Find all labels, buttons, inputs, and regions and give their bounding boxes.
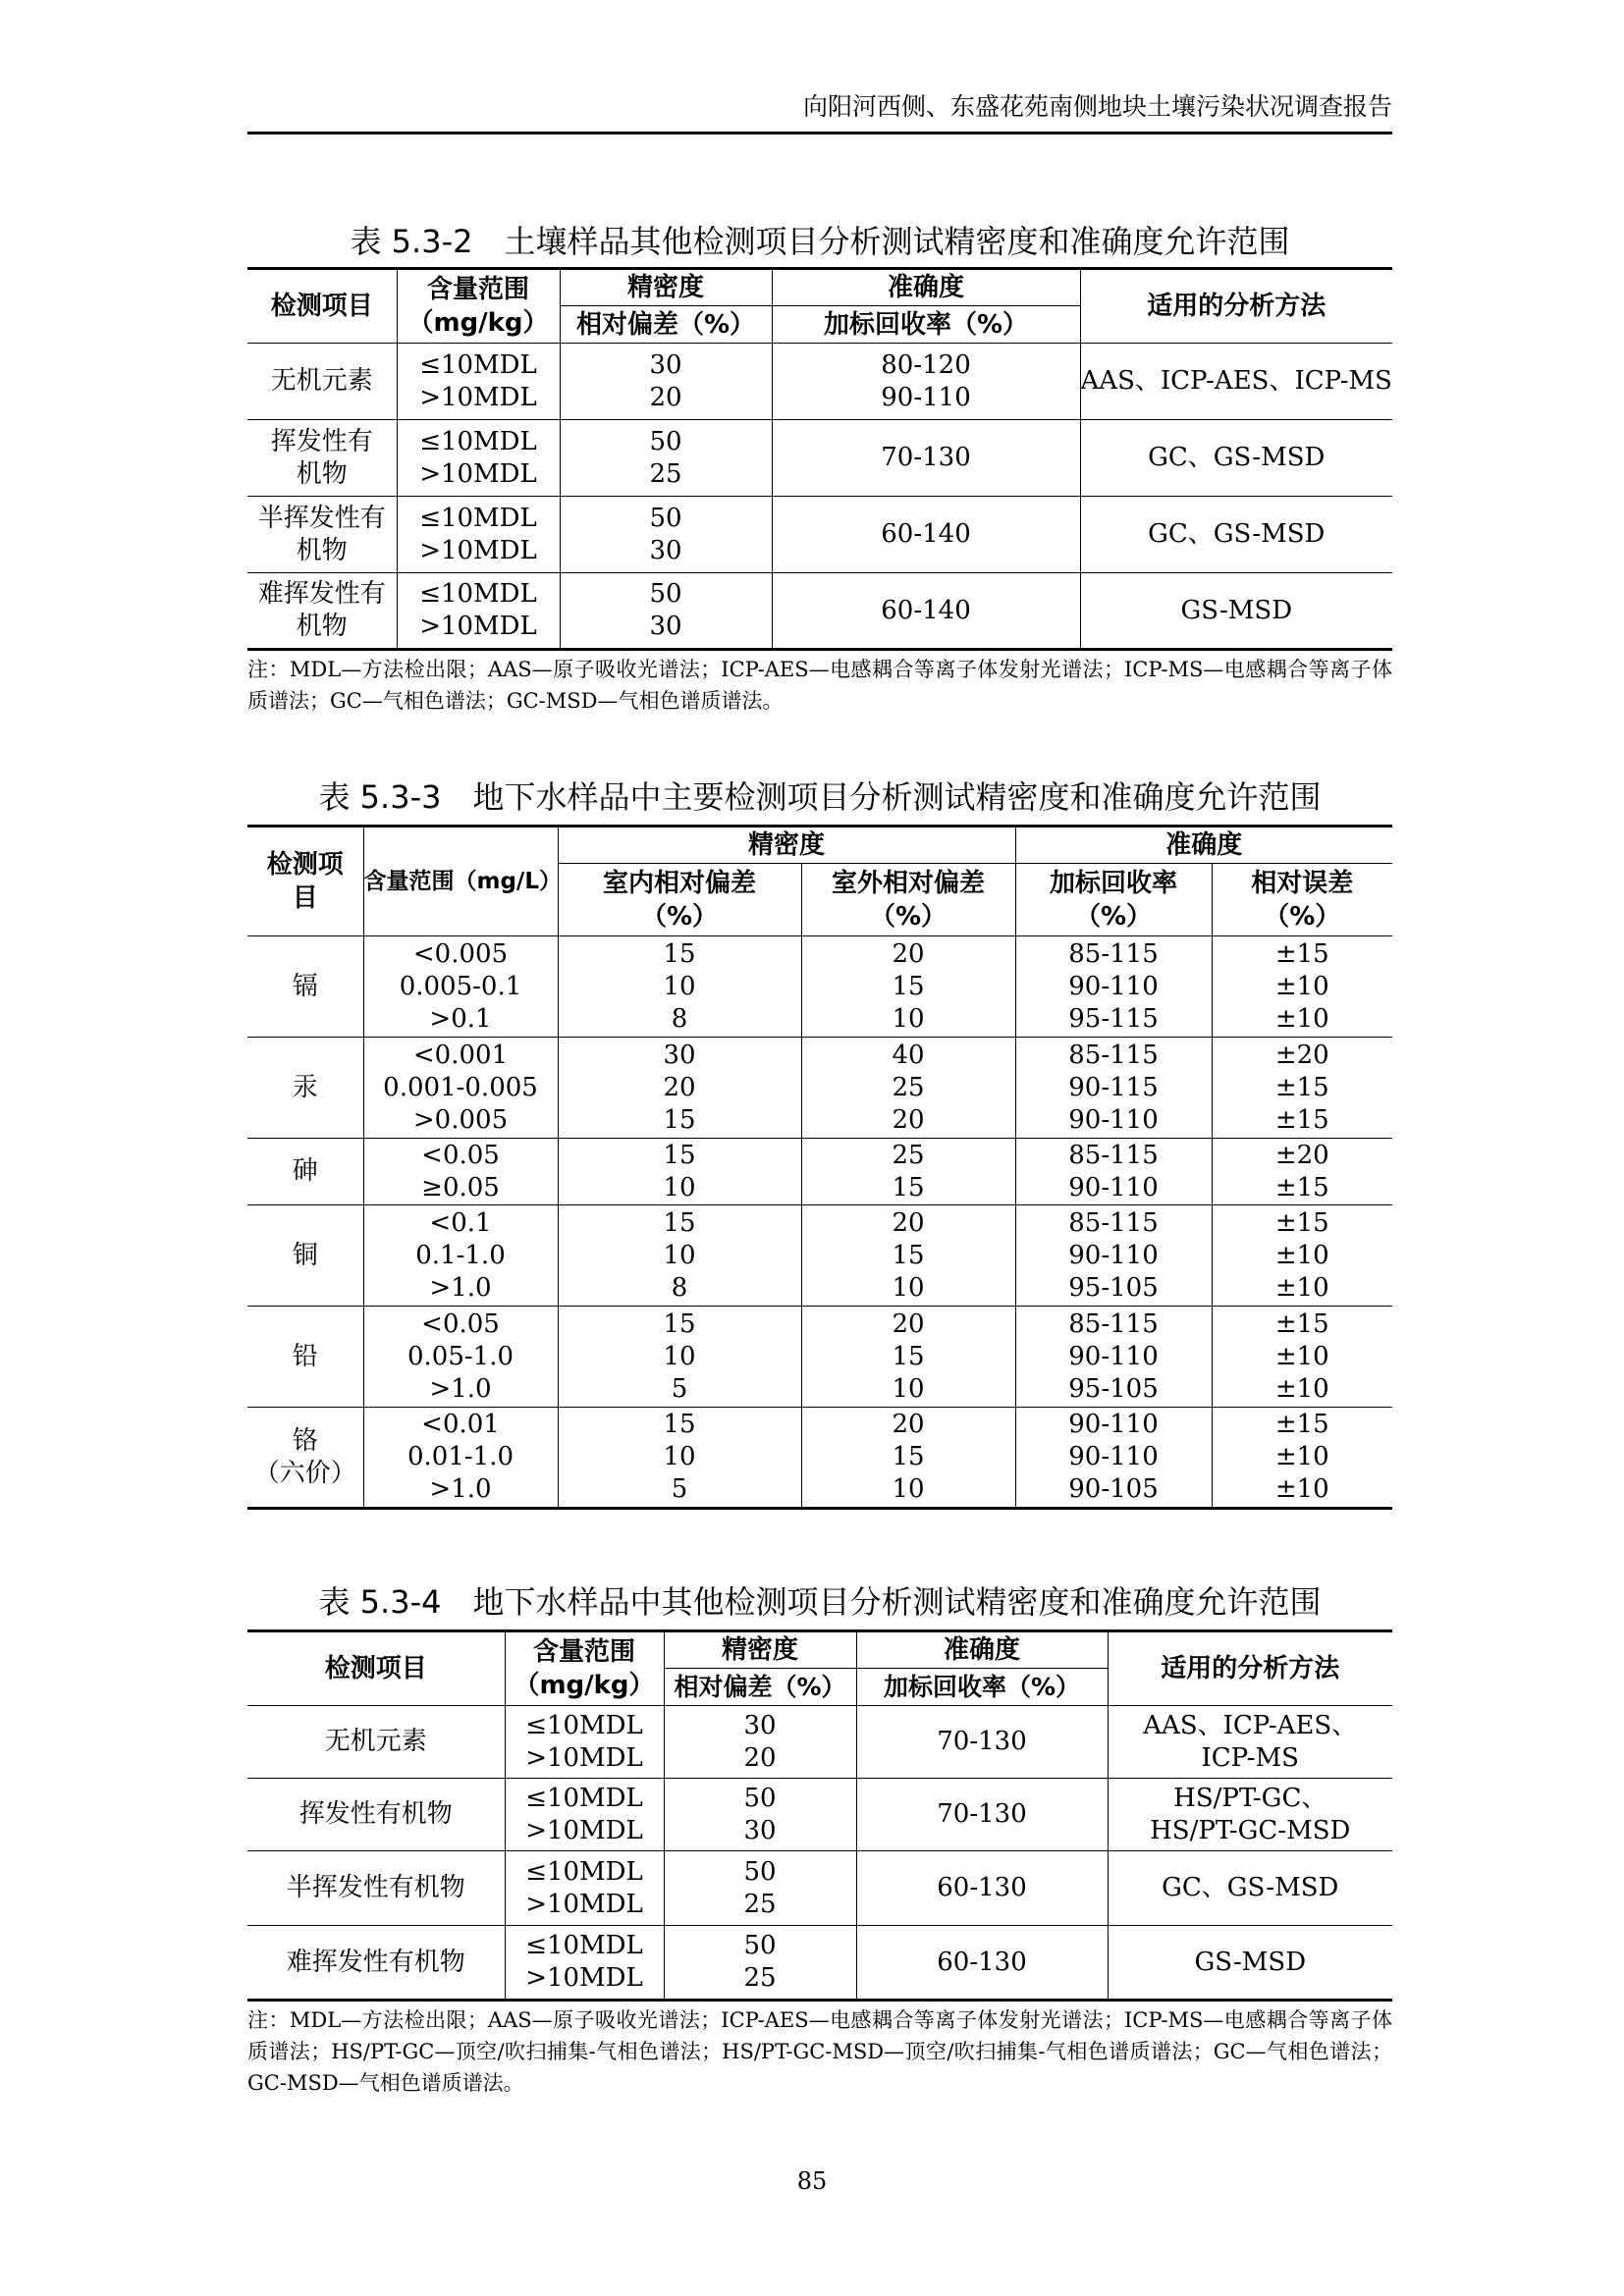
table-row (247, 1139, 1392, 1205)
range-cell: <0.01 0.01-1.0 >1.0 (363, 1408, 558, 1509)
t3-header-precision-sub: 相对偏差（%） (664, 1669, 856, 1706)
accuracy-cell: 60-140 (772, 573, 1080, 650)
item-cell: 半挥发性有 机物 (247, 497, 397, 573)
item-cell: 铜 (247, 1205, 363, 1307)
table-row (247, 1408, 1392, 1509)
table-row (247, 497, 1392, 573)
t1-header-item: 检测项目 (247, 269, 397, 344)
item-cell: 无机元素 (247, 1706, 505, 1779)
precision-cell: 30 20 (560, 344, 772, 420)
table-row (247, 573, 1392, 650)
page-number: 85 (796, 2167, 828, 2195)
range-cell: ≤10MDL >10MDL (505, 1926, 664, 2001)
range-cell: ≤10MDL >10MDL (505, 1706, 664, 1779)
t1-header-precision: 精密度 (560, 269, 772, 306)
t3-header-method: 适用的分析方法 (1108, 1631, 1392, 1706)
inlab-deviation-cell: 30 20 15 (558, 1038, 801, 1139)
table1-soil-other-items (247, 267, 1392, 651)
item-cell: 砷 (247, 1139, 363, 1205)
t2-header-relerr: 相对误差 （%） (1212, 864, 1392, 936)
t2-header-accuracy: 准确度 (1015, 827, 1392, 864)
recovery-cell: 90-110 90-110 90-105 (1015, 1408, 1212, 1509)
inlab-deviation-cell: 15 10 5 (558, 1307, 801, 1408)
method-cell: GS-MSD (1080, 573, 1392, 650)
precision-cell: 30 20 (664, 1706, 856, 1779)
method-cell: GC、GS-MSD (1108, 1851, 1392, 1926)
relative-error-cell: ±15 ±10 ±10 (1212, 1408, 1392, 1509)
t3-header-accuracy: 准确度 (856, 1631, 1108, 1669)
relative-error-cell: ±15 ±10 ±10 (1212, 1307, 1392, 1408)
range-cell: <0.05 ≥0.05 (363, 1139, 558, 1205)
outlab-deviation-cell: 40 25 20 (801, 1038, 1015, 1139)
t1-header-accuracy-sub: 加标回收率（%） (772, 306, 1080, 344)
method-cell: GC、GS-MSD (1080, 497, 1392, 573)
table1-note: 注：MDL—方法检出限；AAS—原子吸收光谱法；ICP-AES—电感耦合等离子体发射光谱法；ICP-MS—电感耦合等离子体质谱法；GC—气相色谱法；GC-MSD—气相色谱质谱法。 (247, 658, 1392, 713)
range-cell: ≤10MDL >10MDL (397, 497, 560, 573)
precision-cell: 50 25 (664, 1851, 856, 1926)
inlab-deviation-cell: 15 10 5 (558, 1408, 801, 1509)
relative-error-cell: ±20 ±15 (1212, 1139, 1392, 1205)
method-cell: AAS、ICP-AES、 ICP-MS (1108, 1706, 1392, 1779)
accuracy-cell: 60-140 (772, 497, 1080, 573)
item-cell: 难挥发性有 机物 (247, 573, 397, 650)
item-cell: 挥发性有 机物 (247, 420, 397, 497)
precision-cell: 50 30 (560, 573, 772, 650)
table2-title: 表 5.3-3 地下水样品中主要检测项目分析测试精密度和准确度允许范围 (318, 778, 1322, 816)
item-cell: 铅 (247, 1307, 363, 1408)
recovery-cell: 85-115 90-110 (1015, 1139, 1212, 1205)
outlab-deviation-cell: 20 15 10 (801, 1205, 1015, 1307)
t2-header-range: 含量范围（mg/L） (363, 827, 558, 936)
relative-error-cell: ±20 ±15 ±15 (1212, 1038, 1392, 1139)
table1-title: 表 5.3-2 土壤样品其他检测项目分析测试精密度和准确度允许范围 (350, 223, 1290, 260)
t1-header-accuracy: 准确度 (772, 269, 1080, 306)
accuracy-cell: 80-120 90-110 (772, 344, 1080, 420)
method-cell: HS/PT-GC、 HS/PT-GC-MSD (1108, 1779, 1392, 1851)
outlab-deviation-cell: 20 15 10 (801, 1307, 1015, 1408)
t2-header-outlab: 室外相对偏差 （%） (801, 864, 1015, 936)
item-cell: 汞 (247, 1038, 363, 1139)
table-row (247, 1779, 1392, 1851)
item-cell: 铬 （六价） (247, 1408, 363, 1509)
accuracy-cell: 70-130 (772, 420, 1080, 497)
accuracy-cell: 60-130 (856, 1926, 1108, 2001)
range-cell: <0.1 0.1-1.0 >1.0 (363, 1205, 558, 1307)
range-cell: ≤10MDL >10MDL (397, 420, 560, 497)
inlab-deviation-cell: 15 10 (558, 1139, 801, 1205)
t3-header-range: 含量范围 （mg/kg） (505, 1631, 664, 1706)
t1-header-precision-sub: 相对偏差（%） (560, 306, 772, 344)
range-cell: <0.05 0.05-1.0 >1.0 (363, 1307, 558, 1408)
item-cell: 挥发性有机物 (247, 1779, 505, 1851)
header-rule (247, 132, 1392, 134)
method-cell: AAS、ICP-AES、ICP-MS (1080, 344, 1392, 420)
outlab-deviation-cell: 25 15 (801, 1139, 1015, 1205)
method-cell: GC、GS-MSD (1080, 420, 1392, 497)
method-cell: GS-MSD (1108, 1926, 1392, 2001)
table-row (247, 1706, 1392, 1779)
precision-cell: 50 30 (664, 1779, 856, 1851)
t2-header-item: 检测项 目 (247, 827, 363, 936)
precision-cell: 50 30 (560, 497, 772, 573)
recovery-cell: 85-115 90-110 95-105 (1015, 1307, 1212, 1408)
relative-error-cell: ±15 ±10 ±10 (1212, 1205, 1392, 1307)
t2-header-precision: 精密度 (558, 827, 1015, 864)
relative-error-cell: ±15 ±10 ±10 (1212, 936, 1392, 1038)
table-row (247, 1038, 1392, 1139)
accuracy-cell: 60-130 (856, 1851, 1108, 1926)
t1-header-range: 含量范围 （mg/kg） (397, 269, 560, 344)
range-cell: <0.001 0.001-0.005 >0.005 (363, 1038, 558, 1139)
table3-note: 注：MDL—方法检出限；AAS—原子吸收光谱法；ICP-AES—电感耦合等离子体发射光谱法；ICP-MS—电感耦合等离子体质谱法；HS/PT-GC—顶空/吹扫捕集-气相色谱法；HS/PT-GC-MSD—顶空/吹扫捕集-气相色谱质谱法；GC—气相色谱法；GC-MSD—气相色谱质谱法。 (247, 2008, 1392, 2095)
item-cell: 半挥发性有机物 (247, 1851, 505, 1926)
table-row (247, 1307, 1392, 1408)
recovery-cell: 85-115 90-110 95-115 (1015, 936, 1212, 1038)
range-cell: <0.005 0.005-0.1 >0.1 (363, 936, 558, 1038)
outlab-deviation-cell: 20 15 10 (801, 936, 1015, 1038)
outlab-deviation-cell: 20 15 10 (801, 1408, 1015, 1509)
inlab-deviation-cell: 15 10 8 (558, 1205, 801, 1307)
recovery-cell: 85-115 90-110 95-105 (1015, 1205, 1212, 1307)
table3-groundwater-other-items (247, 1629, 1392, 2002)
item-cell: 难挥发性有机物 (247, 1926, 505, 2001)
table-row (247, 420, 1392, 497)
table3-title: 表 5.3-4 地下水样品中其他检测项目分析测试精密度和准确度允许范围 (318, 1583, 1322, 1621)
item-cell: 无机元素 (247, 344, 397, 420)
table2-groundwater-main-items (247, 825, 1392, 1510)
precision-cell: 50 25 (664, 1926, 856, 2001)
range-cell: ≤10MDL >10MDL (397, 344, 560, 420)
t2-header-recovery: 加标回收率 （%） (1015, 864, 1212, 936)
recovery-cell: 85-115 90-115 90-110 (1015, 1038, 1212, 1139)
t3-header-accuracy-sub: 加标回收率（%） (856, 1669, 1108, 1706)
t3-header-item: 检测项目 (247, 1631, 505, 1706)
accuracy-cell: 70-130 (856, 1706, 1108, 1779)
report-header-title: 向阳河西侧、东盛花苑南侧地块土壤污染状况调查报告 (802, 92, 1392, 121)
t1-header-method: 适用的分析方法 (1080, 269, 1392, 344)
table-row (247, 936, 1392, 1038)
table-row (247, 1205, 1392, 1307)
range-cell: ≤10MDL >10MDL (397, 573, 560, 650)
t3-header-precision: 精密度 (664, 1631, 856, 1669)
inlab-deviation-cell: 15 10 8 (558, 936, 801, 1038)
range-cell: ≤10MDL >10MDL (505, 1779, 664, 1851)
precision-cell: 50 25 (560, 420, 772, 497)
t2-header-inlab: 室内相对偏差 （%） (558, 864, 801, 936)
table-row (247, 1926, 1392, 2001)
table-row (247, 1851, 1392, 1926)
item-cell: 镉 (247, 936, 363, 1038)
range-cell: ≤10MDL >10MDL (505, 1851, 664, 1926)
table-row (247, 344, 1392, 420)
accuracy-cell: 70-130 (856, 1779, 1108, 1851)
